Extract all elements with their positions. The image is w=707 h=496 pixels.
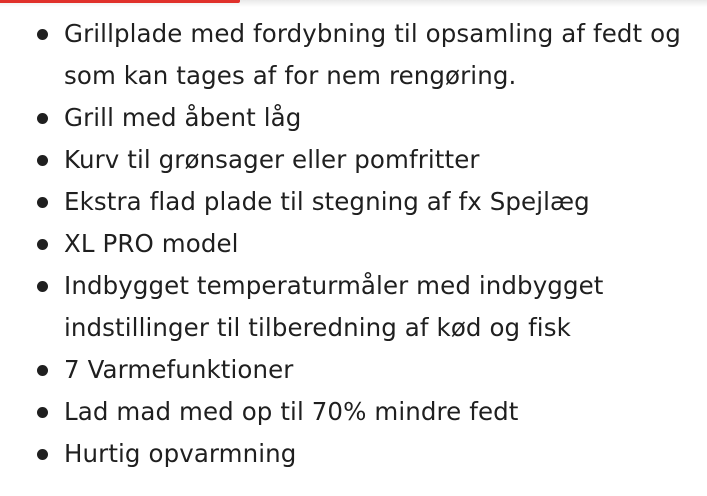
- feature-item-thermometer: [0, 265, 707, 349]
- bullet-icon: [37, 29, 48, 40]
- bullet-icon: [37, 407, 48, 418]
- feature-text: Kurv til grønsager eller pomfritter: [64, 145, 480, 174]
- bullet-icon: [37, 239, 48, 250]
- feature-item-less-fat: [0, 391, 707, 433]
- bullet-icon: [37, 449, 48, 460]
- feature-text: Indbygget temperaturmåler med indbygget indstillinger til tilberedning af kød og fisk: [64, 271, 604, 342]
- bullet-icon: [37, 281, 48, 292]
- bullet-icon: [37, 113, 48, 124]
- bullet-icon: [37, 365, 48, 376]
- feature-item-fast-heating: [0, 433, 707, 475]
- bullet-icon: [37, 197, 48, 208]
- accent-line: [0, 0, 240, 3]
- feature-text: Grill med åbent låg: [64, 103, 302, 132]
- feature-text: Ekstra flad plade til stegning af fx Spejlæg: [64, 187, 590, 216]
- feature-text: Lad mad med op til 70% mindre fedt: [64, 397, 519, 426]
- feature-text: Grillplade med fordybning til opsamling af fedt og som kan tages af for nem rengøring.: [64, 19, 681, 90]
- bullet-icon: [37, 155, 48, 166]
- feature-item-heat-functions: [0, 349, 707, 391]
- feature-item-grillplate: [0, 13, 707, 97]
- feature-list: [0, 13, 707, 475]
- feature-text: XL PRO model: [64, 229, 239, 258]
- feature-item-open-lid: [0, 97, 707, 139]
- feature-text: Hurtig opvarmning: [64, 439, 297, 468]
- feature-item-flat-plate: [0, 181, 707, 223]
- feature-item-model: [0, 223, 707, 265]
- feature-item-basket: [0, 139, 707, 181]
- feature-text: 7 Varmefunktioner: [64, 355, 294, 384]
